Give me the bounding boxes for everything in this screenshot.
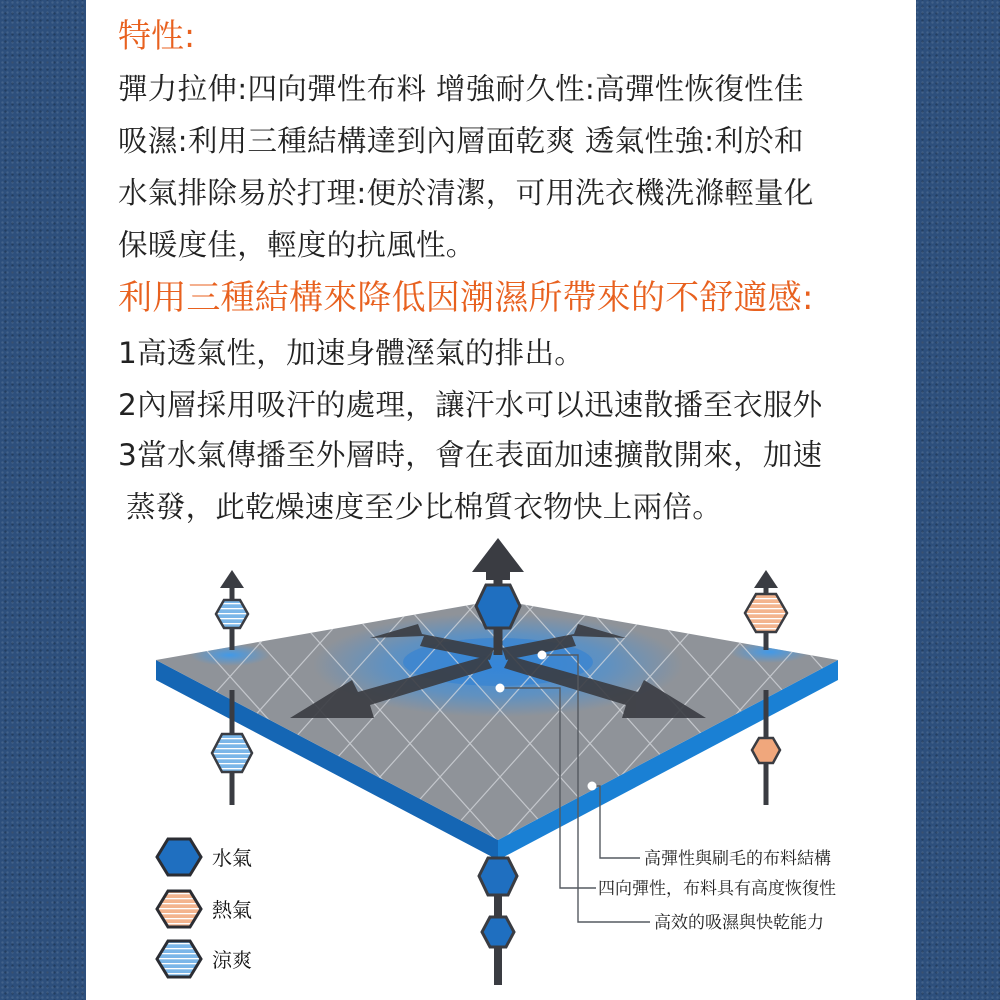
structure-line-1: 1高透氣性，加速身體溼氣的排出。 <box>118 336 585 370</box>
callout-dot-1 <box>538 651 547 660</box>
center-up-arrow-icon <box>472 538 524 580</box>
callout-dot-3 <box>588 782 597 791</box>
center-bottom-moisture-hexagon-icon <box>482 917 514 947</box>
legend-cool-label: 涼爽 <box>212 948 252 972</box>
center-moisture-hexagon-icon <box>476 585 520 628</box>
features-line-1: 彈力拉伸:四向彈性布料 增強耐久性:高彈性恢復性佳 <box>118 72 804 106</box>
right-up-arrow-icon <box>754 570 778 588</box>
structure-line-2: 2內層採用吸汗的處理，讓汗水可以迅速散播至衣服外 <box>118 388 823 422</box>
structure-line-4: 蒸發，此乾燥速度至少比棉質衣物快上兩倍。 <box>126 490 723 524</box>
features-line-4: 保暖度佳，輕度的抗風性。 <box>118 228 476 262</box>
left-up-arrow-icon <box>220 570 244 588</box>
callout-dot-2 <box>496 684 505 693</box>
callout-label-quick-dry: 高效的吸濕與快乾能力 <box>654 913 824 933</box>
right-heat-hexagon-icon <box>745 594 787 632</box>
legend <box>157 839 252 977</box>
structure-line-3: 3當水氣傳播至外層時，會在表面加速擴散開來，加速 <box>118 438 823 472</box>
legend-cool-icon <box>157 941 201 977</box>
legend-heat-icon <box>157 891 201 927</box>
center-lower-moisture-hexagon-icon <box>479 858 517 895</box>
right-lower-heat-hexagon-icon <box>752 738 780 763</box>
left-cool-hexagon-icon <box>216 600 248 628</box>
legend-heat-label: 熱氣 <box>212 898 252 922</box>
callout-label-structure: 高彈性與刷毛的布料結構 <box>644 849 831 869</box>
legend-moisture-icon <box>157 839 201 875</box>
features-heading: 特性: <box>118 16 196 55</box>
features-line-3: 水氣排除易於打理:便於清潔，可用洗衣機洗滌輕量化 <box>118 176 814 210</box>
features-line-2: 吸濕:利用三種結構達到內層面乾爽 透氣性強:利於和 <box>118 124 804 158</box>
legend-moisture-label: 水氣 <box>212 846 252 870</box>
left-lower-cool-hexagon-icon <box>212 734 252 772</box>
structure-heading: 利用三種結構來降低因潮濕所帶來的不舒適感: <box>118 278 814 318</box>
moisture-glow-right <box>730 641 810 663</box>
callout-label-stretch: 四向彈性，布料具有高度恢復性 <box>598 879 836 899</box>
